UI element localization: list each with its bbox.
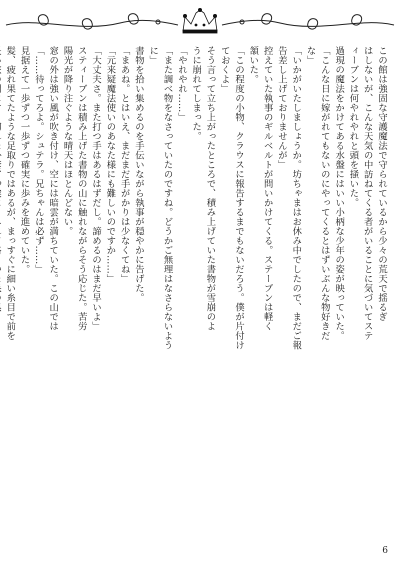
paragraph: 「この程度の小物、クラウスに報告するまでもないだろう。僕が片付け <box>233 46 245 350</box>
paragraph: この館は強固な守護魔法で守られているから少々の荒天で揺るぎ <box>376 46 387 322</box>
paragraph: 「まあね。とはいえ、まだまだ手がかりは少なくてね」 <box>118 46 130 284</box>
paragraph: 窓の外は強い風が吹き付け、空には暗雲が満ちていた。この山では <box>47 46 59 331</box>
paragraph: 書物を拾い集めるのを手伝いながら執事が穏やかに告げた。 <box>132 46 144 303</box>
paragraph: 「元来疑魔法使いのあなた様にも難しいのですか……」 <box>104 46 116 284</box>
paragraph: 頷いた。 <box>247 46 259 84</box>
paragraph: 陽光が降り注ぐような晴天はほとんどない。 <box>61 46 73 236</box>
paragraph: はしないが、こんな天気の中訪ねてくる者がいることに気づいてステ <box>361 46 373 341</box>
crown-flourish-icon <box>0 7 400 37</box>
paragraph: 「また調べ物をなさっていたのですね。どうかご無理はなさらないよう <box>161 46 173 350</box>
paragraph <box>0 46 2 532</box>
paragraph: うに崩れてしまった。 <box>190 46 202 141</box>
page-number: 6 <box>382 546 388 556</box>
paragraph: 「こんな日に嫁がれてもないのにやってくるとはずいぶんな物好きだ <box>318 46 330 341</box>
paragraph: 見据えて一歩ずつ一歩ずつ確実に歩みを進めていた。 <box>18 46 30 274</box>
paragraph: ておくよ」 <box>218 46 230 94</box>
body-text <box>4 46 388 532</box>
paragraph: な」 <box>304 46 316 65</box>
paragraph: 過現の魔法をかけてある水盤にはいい小柄な少年の姿が映っていた。 <box>333 46 345 341</box>
paragraph: 髪、疲れ果てたような足取りではあるが、まっすぐに細い糸目で前を <box>4 46 16 341</box>
paragraph: 「……待ってろよ。シュテラ。兄ちゃんは必ず……」 <box>32 46 44 274</box>
paragraph: に」 <box>147 46 159 65</box>
paragraph: スティーブンは積み上げた書物の山に触れながらそう応じた。苦労 <box>75 46 87 331</box>
paragraph: 控えていた執事のギルベルトが問いかけてくる。ステーブンは軽く <box>261 46 273 331</box>
paragraph: 「いかがいたしましょうか。坊ちゃまはお休み中でしたので、まだご報 <box>290 46 302 350</box>
paragraph: ィーブンは何やれやれと頭を掻いた。 <box>347 46 359 208</box>
paragraph: 告差し上げておりませんが」 <box>275 46 287 170</box>
paragraph: そう言って立ち上がったところで、積み上げていた書物が雪崩のよ <box>204 46 216 331</box>
paragraph: 「大丈夫さ。また打つ手はあるはずだし。諦めるのはまだ早いよ」 <box>90 46 102 331</box>
paragraph: 「やれやれ……」 <box>175 46 187 122</box>
header-ornament <box>0 7 400 37</box>
